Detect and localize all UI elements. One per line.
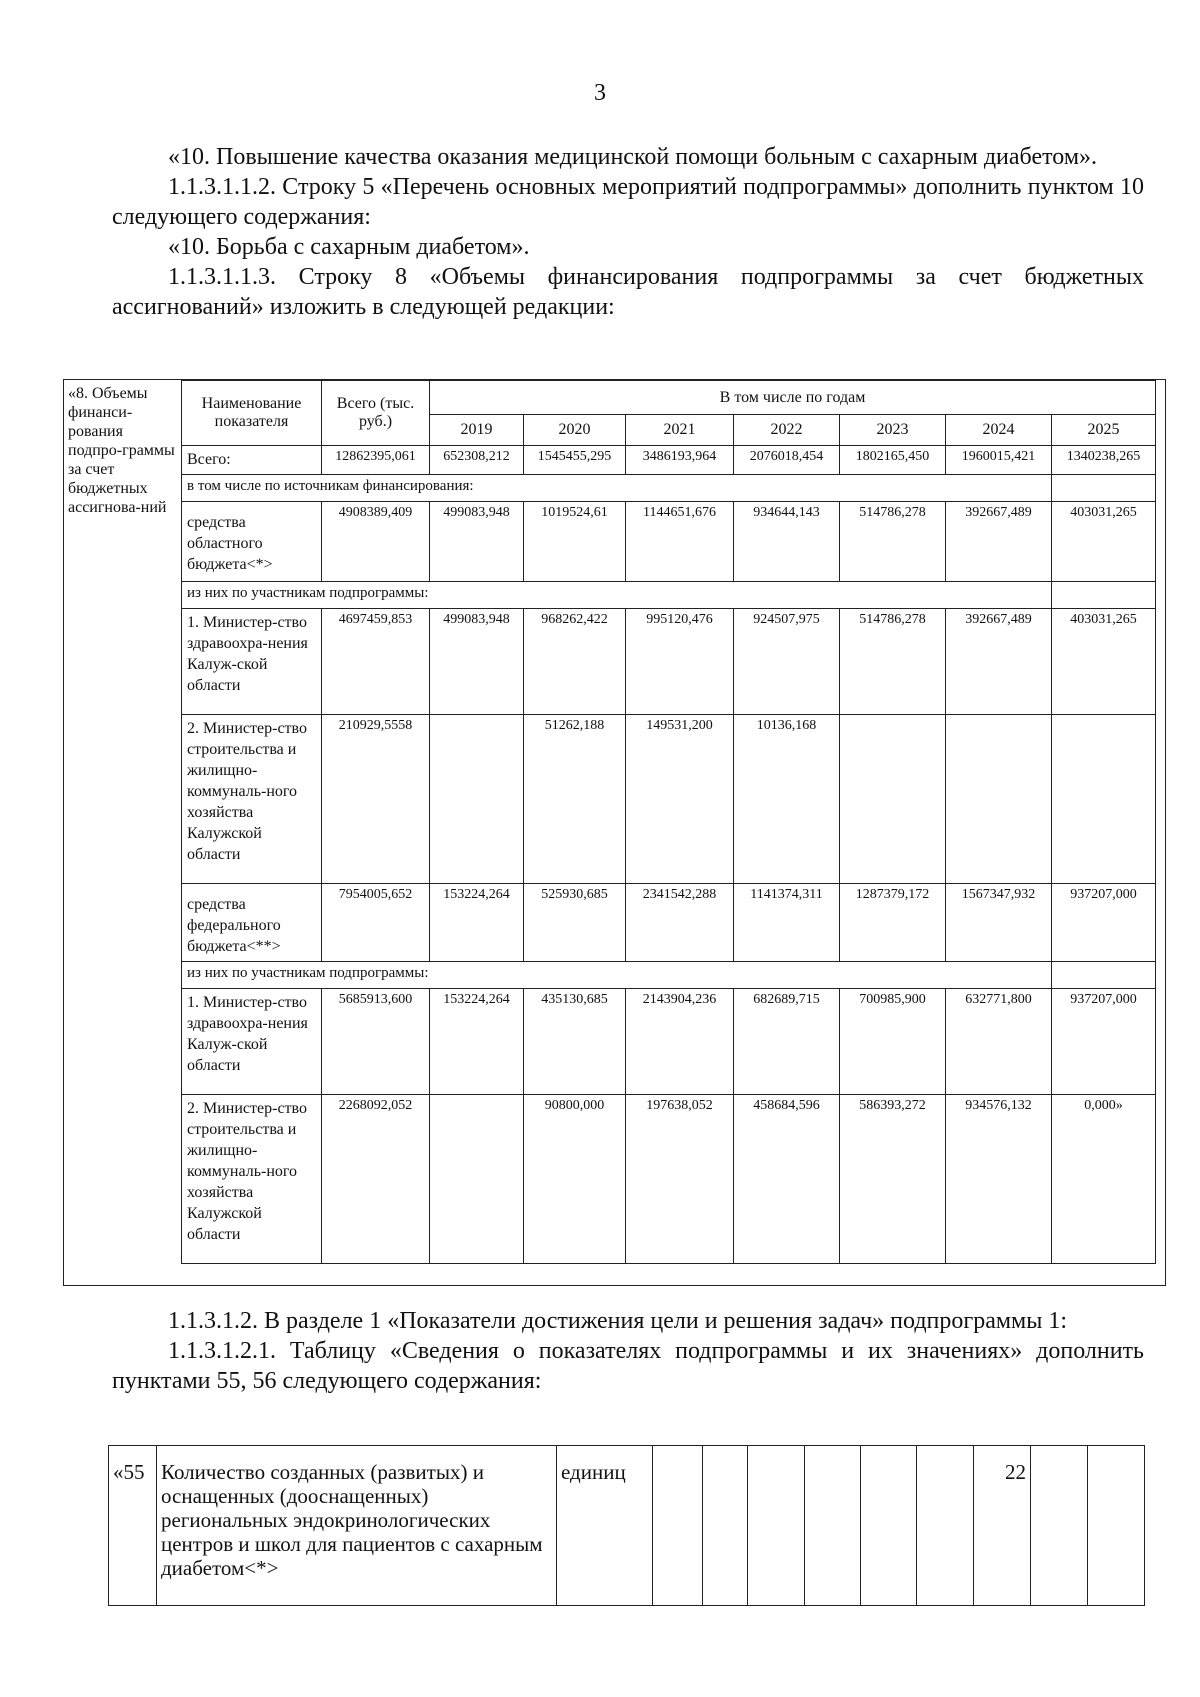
cell-value: 51262,188 <box>524 715 626 884</box>
row-name: средства областного бюджета<*> <box>182 502 322 582</box>
indicator-value <box>861 1446 917 1606</box>
cell-value: 90800,000 <box>524 1095 626 1264</box>
cell-value: 525930,685 <box>524 884 626 962</box>
cell-value: 499083,948 <box>430 609 524 715</box>
table-row <box>182 475 1156 502</box>
cell-value: 149531,200 <box>626 715 734 884</box>
cell-value: 1144651,676 <box>626 502 734 582</box>
cell-value: 934644,143 <box>734 502 840 582</box>
cell-value: 4908389,409 <box>322 502 430 582</box>
cell-value: 995120,476 <box>626 609 734 715</box>
indicator-value <box>805 1446 861 1606</box>
header-year: 2022 <box>734 415 840 446</box>
cell-value: 197638,052 <box>626 1095 734 1264</box>
cell-value: 2143904,236 <box>626 989 734 1095</box>
table-row <box>182 1095 1156 1264</box>
indicator-value <box>653 1446 703 1606</box>
paragraph-4: 1.1.3.1.1.3. Строку 8 «Объемы финансирования подпрограммы за счет бюджетных ассигнований» изложить в следующей редакции: <box>112 264 1144 320</box>
cell-value: 0,000» <box>1052 1095 1156 1264</box>
row-name: 2. Министер-ство строительства и жилищно-коммуналь-ного хозяйства Калужской области <box>182 1095 322 1264</box>
participants-label: из них по участникам подпрограммы: <box>182 962 1052 989</box>
cell-value <box>430 715 524 884</box>
cell-value <box>840 715 946 884</box>
header-year: 2019 <box>430 415 524 446</box>
cell-value: 586393,272 <box>840 1095 946 1264</box>
cell-value: 632771,800 <box>946 989 1052 1095</box>
header-total: Всего (тыс. руб.) <box>322 381 430 446</box>
participants-label: из них по участникам подпрограммы: <box>182 582 1052 609</box>
row-name: 1. Министер-ство здравоохра-нения Калуж-ской области <box>182 989 322 1095</box>
sources-label: в том числе по источникам финансирования: <box>182 475 1052 502</box>
table-row <box>182 582 1156 609</box>
indicator-unit: единиц <box>557 1446 653 1606</box>
cell-value: 682689,715 <box>734 989 840 1095</box>
financing-table-frame <box>63 379 1166 1286</box>
header-name: Наименование показателя <box>182 381 322 446</box>
cell-value: 403031,265 <box>1052 502 1156 582</box>
cell-value: 934576,132 <box>946 1095 1052 1264</box>
cell-value: 10136,168 <box>734 715 840 884</box>
cell-value: 210929,5558 <box>322 715 430 884</box>
cell-value: 1019524,61 <box>524 502 626 582</box>
paragraph-5: 1.1.3.1.2. В разделе 1 «Показатели достижения цели и решения задач» подпрограммы 1: <box>168 1308 1068 1334</box>
table-row <box>182 502 1156 582</box>
indicator-name: Количество созданных (развитых) и оснащенных (дооснащенных) региональных эндокринологических центров и школ для пациентов с сахарным диабетом<*> <box>157 1446 557 1606</box>
cell-value: 153224,264 <box>430 989 524 1095</box>
paragraph-1: «10. Повышение качества оказания медицинской помощи больным с сахарным диабетом». <box>168 144 1098 170</box>
indicator-value <box>917 1446 974 1606</box>
cell-value: 514786,278 <box>840 609 946 715</box>
cell-value: 499083,948 <box>430 502 524 582</box>
section-text <box>112 1306 1144 1396</box>
indicator-value: 22 <box>974 1446 1031 1606</box>
cell-value: 700985,900 <box>840 989 946 1095</box>
cell-value: 153224,264 <box>430 884 524 962</box>
row-name: 2. Министер-ство строительства и жилищно-коммуналь-ного хозяйства Калужской области <box>182 715 322 884</box>
cell-value: 5685913,600 <box>322 989 430 1095</box>
cell-value: 1802165,450 <box>840 446 946 475</box>
table-row <box>109 1446 1145 1606</box>
cell-value <box>430 1095 524 1264</box>
cell-value: 1545455,295 <box>524 446 626 475</box>
cell-value: 392667,489 <box>946 609 1052 715</box>
cell-value: 458684,596 <box>734 1095 840 1264</box>
table-row <box>182 884 1156 962</box>
cell-value <box>1052 715 1156 884</box>
cell-value: 12862395,061 <box>322 446 430 475</box>
cell-value: 2341542,288 <box>626 884 734 962</box>
cell-value: 392667,489 <box>946 502 1052 582</box>
cell-value: 403031,265 <box>1052 609 1156 715</box>
table-row <box>182 962 1156 989</box>
header-years-group: В том числе по годам <box>430 381 1156 415</box>
cell-value: 968262,422 <box>524 609 626 715</box>
cell-value: 435130,685 <box>524 989 626 1095</box>
cell-value: 1567347,932 <box>946 884 1052 962</box>
cell-value: 924507,975 <box>734 609 840 715</box>
header-year: 2024 <box>946 415 1052 446</box>
cell-value: 1340238,265 <box>1052 446 1156 475</box>
header-year: 2025 <box>1052 415 1156 446</box>
indicator-value <box>1088 1446 1145 1606</box>
page-number: 3 <box>594 80 606 106</box>
table-row <box>182 446 1156 475</box>
cell-value: 2076018,454 <box>734 446 840 475</box>
indicator-value <box>1031 1446 1088 1606</box>
indicator-value <box>748 1446 805 1606</box>
table-row <box>182 609 1156 715</box>
cell-value: 1960015,421 <box>946 446 1052 475</box>
cell-value: 937207,000 <box>1052 989 1156 1095</box>
header-year: 2021 <box>626 415 734 446</box>
row-name: 1. Министер-ство здравоохра-нения Калуж-ской области <box>182 609 322 715</box>
cell-value: 4697459,853 <box>322 609 430 715</box>
header-year: 2023 <box>840 415 946 446</box>
paragraph-2: 1.1.3.1.1.2. Строку 5 «Перечень основных мероприятий подпрограммы» дополнить пунктом 10 следующего содержания: <box>112 174 1144 230</box>
cell-value: 1141374,311 <box>734 884 840 962</box>
paragraph-3: «10. Борьба с сахарным диабетом». <box>168 234 530 260</box>
cell-value: 3486193,964 <box>626 446 734 475</box>
paragraph-6: 1.1.3.1.2.1. Таблицу «Сведения о показателях подпрограммы и их значениях» дополнить пунктами 55, 56 следующего содержания: <box>112 1338 1144 1394</box>
cell-value: 7954005,652 <box>322 884 430 962</box>
indicator-table <box>108 1445 1145 1606</box>
indicator-number: «55 <box>109 1446 157 1606</box>
financing-row-label: «8. Объемы финанси-рования подпро-граммы за счет бюджетных ассигнова-ний <box>68 385 175 516</box>
row-name: Всего: <box>182 446 322 475</box>
row-name: средства федерального бюджета<**> <box>182 884 322 962</box>
cell-value: 1287379,172 <box>840 884 946 962</box>
cell-value: 2268092,052 <box>322 1095 430 1264</box>
indicator-value <box>703 1446 748 1606</box>
intro-text <box>112 142 1144 322</box>
cell-value: 652308,212 <box>430 446 524 475</box>
cell-value: 937207,000 <box>1052 884 1156 962</box>
header-year: 2020 <box>524 415 626 446</box>
cell-value <box>946 715 1052 884</box>
table-row <box>182 715 1156 884</box>
financing-table <box>181 380 1156 1264</box>
cell-value: 514786,278 <box>840 502 946 582</box>
table-row <box>182 989 1156 1095</box>
